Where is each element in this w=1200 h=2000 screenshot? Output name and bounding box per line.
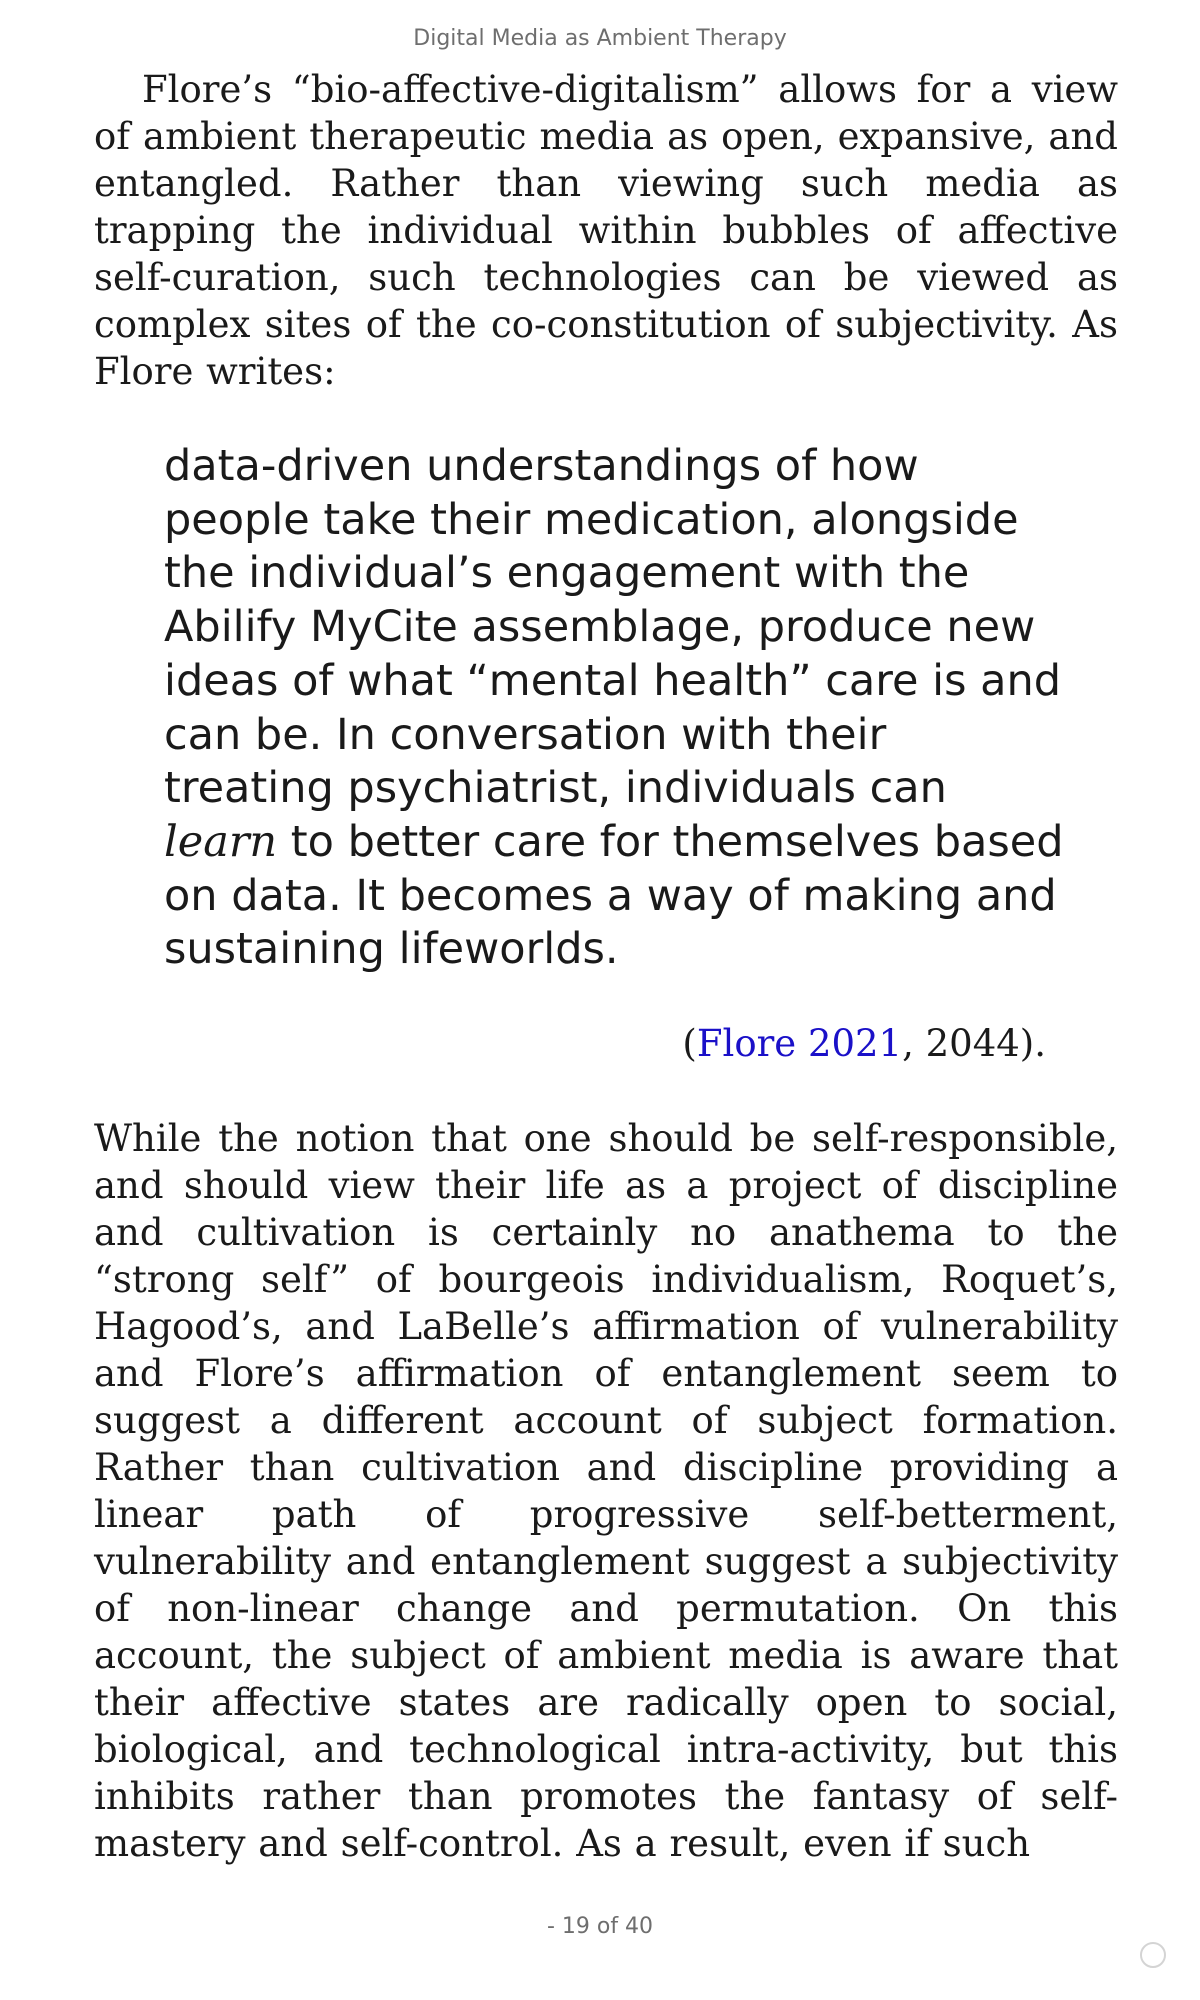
citation xyxy=(682,1020,1046,1067)
page-indicator: - 19 of 40 xyxy=(546,1914,654,1939)
scroll-position-icon[interactable] xyxy=(1140,1942,1166,1968)
running-header-title: Digital Media as Ambient Therapy xyxy=(413,26,787,51)
block-quote-emphasis: learn xyxy=(164,816,278,867)
block-quote xyxy=(164,440,1064,977)
citation-link[interactable]: Flore 2021 xyxy=(696,1022,903,1065)
block-quote-text-end: to better care for themselves based on data. It becomes a way of making and sustaining lifeworlds. xyxy=(164,816,1064,975)
citation-open-paren: ( xyxy=(682,1022,697,1065)
block-quote-text-start: data-driven understandings of how people take their medication, alongside the individual’s engagement with the Abilify MyCite assemblage, produce new ideas of what “mental health” care is and can be. In conversation with their treating psychiatrist, individuals can xyxy=(164,441,1062,814)
body-paragraph-2: While the notion that one should be self-responsible, and should view their life as a project of discipline and cultivation is certainly no anathema to the “strong self” of bourgeois individualism, Roquet’s, Hagood’s, and LaBelle’s affirmation of vulnerability and Flore’s affirmation of entanglement seem to suggest a different account of subject formation. Rather than cultivation and discipline providing a linear path of progressive self-betterment, vulnerability and entanglement suggest a subjectivity of non-linear change and permutation. On this account, the subject of ambient media is aware that their affective states are radically open to social, biological, and technological intra-activity, but this inhibits rather than promotes the fantasy of self-mastery and self-control. As a result, even if such xyxy=(94,1117,1118,1865)
citation-page-ref: , 2044). xyxy=(902,1022,1046,1065)
body-paragraph-1: Flore’s “bio-affective-digitalism” allows for a view of ambient therapeutic media as open, expansive, and entangled. Rather than viewing such media as trapping the individual within bubbles of affective self-curation, such technologies can be viewed as complex sites of the co-constitution of subjectivity. As Flore writes: xyxy=(94,68,1118,393)
